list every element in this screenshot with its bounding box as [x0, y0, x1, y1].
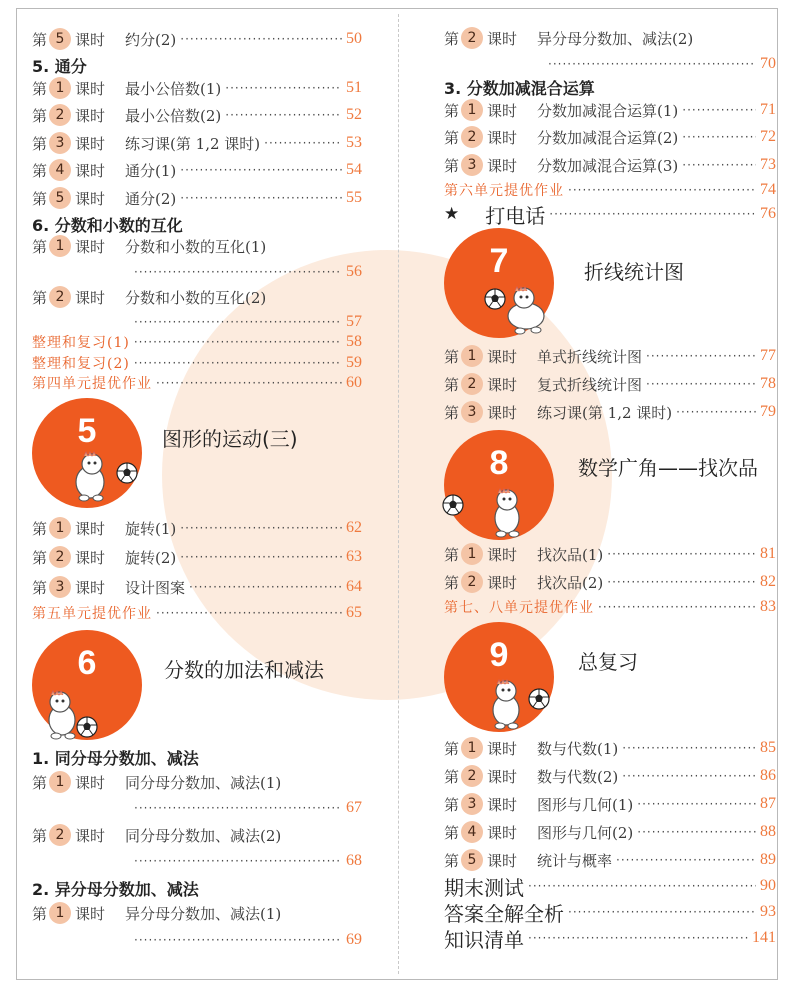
section-heading: 6. 分数和小数的互化: [32, 216, 183, 235]
toc-lesson-row[interactable]: [444, 542, 776, 566]
leader-dots: [189, 580, 342, 594]
lesson-title: 同分母分数加、减法(2): [125, 826, 282, 845]
leader-dots: [134, 335, 342, 349]
lesson-suffix: 课时: [487, 573, 518, 592]
page-number: 60: [346, 374, 362, 391]
page-number: 93: [760, 903, 776, 920]
soccer-ball-icon: [528, 688, 550, 710]
unit-title: 分数的加法和减法: [164, 658, 324, 682]
star-icon: ★: [444, 204, 460, 224]
lesson-prefix: 第: [444, 823, 460, 842]
page-number: 73: [760, 156, 776, 173]
page-number: 71: [760, 101, 776, 118]
leader-dots: [682, 158, 756, 172]
leader-dots: [134, 356, 342, 370]
lesson-number-badge: 2: [461, 126, 483, 148]
page-number: 85: [760, 739, 776, 756]
lesson-prefix: 第: [444, 573, 460, 592]
lesson-number-badge: 1: [461, 543, 483, 565]
lesson-number-badge: 1: [49, 902, 71, 924]
lesson-title: 找次品(2): [537, 573, 604, 592]
toc-lesson-row[interactable]: [32, 770, 362, 794]
page-number: 90: [760, 877, 776, 894]
unit-title: 折线统计图: [584, 260, 684, 284]
page-number: 70: [760, 55, 776, 72]
leader-dots: [134, 854, 342, 868]
lesson-suffix: 课时: [75, 826, 106, 845]
lesson-suffix: 课时: [487, 795, 518, 814]
lesson-title: 单式折线统计图: [537, 347, 643, 366]
toc-lesson-row-continued: [134, 928, 362, 952]
lesson-suffix: 课时: [75, 79, 106, 98]
page-number: 53: [346, 134, 362, 151]
page-number: 82: [760, 573, 776, 590]
leader-dots: [637, 797, 756, 811]
review-title: 整理和复习(1): [32, 335, 130, 351]
lesson-prefix: 第: [444, 403, 460, 422]
leader-dots: [225, 108, 342, 122]
lesson-title: 练习课(第 1,2 课时): [537, 403, 673, 422]
review-title: 第七、八单元提优作业: [444, 600, 594, 616]
leader-dots: [682, 130, 756, 144]
page-number: 83: [760, 598, 776, 615]
lesson-prefix: 第: [32, 237, 48, 256]
leader-dots: [622, 769, 756, 783]
lesson-number-badge: 3: [49, 576, 71, 598]
lesson-prefix: 第: [444, 851, 460, 870]
page-number: 69: [346, 931, 362, 948]
leader-dots: [156, 376, 342, 390]
leader-dots: [180, 521, 342, 535]
leader-dots: [637, 825, 756, 839]
toc-final-row[interactable]: [444, 926, 776, 950]
lesson-prefix: 第: [32, 548, 48, 567]
lesson-title: 旋转(1): [125, 519, 177, 538]
toc-lesson-row[interactable]: [32, 285, 362, 309]
toc-lesson-row[interactable]: [444, 125, 776, 149]
lesson-number-badge: 1: [461, 345, 483, 367]
lesson-suffix: 课时: [487, 375, 518, 394]
soccer-ball-icon: [116, 462, 138, 484]
toc-lesson-row[interactable]: [444, 153, 776, 177]
final-title: 知识清单: [444, 927, 524, 952]
lesson-prefix: 第: [32, 288, 48, 307]
leader-dots: [264, 136, 342, 150]
soccer-ball-icon: [484, 288, 506, 310]
page-number: 72: [760, 128, 776, 145]
leader-dots: [225, 81, 342, 95]
lesson-number-badge: 5: [49, 28, 71, 50]
lesson-prefix: 第: [32, 519, 48, 538]
final-title: 答案全解全析: [444, 901, 564, 926]
toc-lesson-row[interactable]: [444, 98, 776, 122]
lesson-number-badge: 1: [461, 99, 483, 121]
review-title: 第四单元提优作业: [32, 376, 152, 392]
page-number: 79: [760, 403, 776, 420]
lesson-title: 找次品(1): [537, 545, 604, 564]
lesson-number-badge: 2: [461, 27, 483, 49]
lesson-suffix: 课时: [75, 237, 106, 256]
page-number: 56: [346, 263, 362, 280]
leader-dots: [156, 606, 342, 620]
lesson-title: 同分母分数加、减法(1): [125, 773, 282, 792]
lesson-title: 设计图案: [125, 578, 186, 597]
unit-number: 9: [489, 636, 509, 674]
leader-dots: [134, 265, 342, 279]
column-divider: [398, 14, 399, 974]
leader-dots: [676, 405, 756, 419]
lesson-title: 复式折线统计图: [537, 375, 643, 394]
lesson-number-badge: 4: [49, 159, 71, 181]
lesson-number-badge: 2: [49, 824, 71, 846]
lesson-prefix: 第: [32, 826, 48, 845]
toc-lesson-row[interactable]: [444, 344, 776, 368]
lesson-title: 通分(1): [125, 161, 177, 180]
lesson-prefix: 第: [444, 795, 460, 814]
leader-dots: [134, 801, 342, 815]
lesson-suffix: 课时: [487, 156, 518, 175]
toc-lesson-row[interactable]: [444, 26, 776, 50]
lesson-prefix: 第: [32, 578, 48, 597]
lesson-suffix: 课时: [487, 128, 518, 147]
toc-extra-row[interactable]: [444, 202, 776, 226]
page-number: 57: [346, 313, 362, 330]
toc-lesson-row[interactable]: [32, 27, 362, 51]
leader-dots: [568, 905, 756, 919]
section-heading: 1. 同分母分数加、减法: [32, 749, 199, 768]
page-number: 78: [760, 375, 776, 392]
page-number: 76: [760, 205, 776, 222]
unit-number: 7: [489, 242, 509, 280]
toc-lesson-row[interactable]: [444, 372, 776, 396]
toc-lesson-row-continued: [548, 52, 776, 76]
lesson-number-badge: 1: [49, 77, 71, 99]
dinosaur-mascot-icon: [482, 676, 532, 730]
leader-dots: [180, 163, 342, 177]
lesson-title: 旋转(2): [125, 548, 177, 567]
toc-lesson-row[interactable]: [444, 820, 776, 844]
lesson-prefix: 第: [32, 189, 48, 208]
unit-number: 8: [489, 444, 509, 482]
lesson-suffix: 课时: [75, 134, 106, 153]
lesson-prefix: 第: [32, 134, 48, 153]
leader-dots: [607, 575, 756, 589]
lesson-suffix: 课时: [487, 767, 518, 786]
lesson-prefix: 第: [32, 773, 48, 792]
toc-lesson-row[interactable]: [444, 848, 776, 872]
leader-dots: [180, 32, 342, 46]
toc-lesson-row[interactable]: [444, 570, 776, 594]
toc-final-row[interactable]: [444, 874, 776, 898]
lesson-suffix: 课时: [75, 106, 106, 125]
lesson-number-badge: 2: [49, 546, 71, 568]
page-number: 58: [346, 333, 362, 350]
lesson-title: 通分(2): [125, 189, 177, 208]
leader-dots: [180, 191, 342, 205]
section-heading: 2. 异分母分数加、减法: [32, 880, 199, 899]
lesson-suffix: 课时: [75, 578, 106, 597]
lesson-prefix: 第: [444, 347, 460, 366]
toc-lesson-row-continued: [134, 849, 362, 873]
page-number: 87: [760, 795, 776, 812]
lesson-number-badge: 2: [461, 373, 483, 395]
page-number: 68: [346, 852, 362, 869]
lesson-title: 数与代数(2): [537, 767, 619, 786]
toc-lesson-row-continued: [134, 260, 362, 284]
leader-dots: [528, 879, 756, 893]
phone-title: 打电话: [485, 203, 546, 228]
soccer-ball-icon: [76, 716, 98, 738]
toc-review-row[interactable]: [32, 601, 362, 625]
lesson-title: 最小公倍数(2): [125, 106, 222, 125]
leader-dots: [598, 600, 756, 614]
lesson-number-badge: 5: [461, 849, 483, 871]
toc-lesson-row[interactable]: [32, 103, 362, 127]
leader-dots: [549, 207, 756, 221]
leader-dots: [528, 931, 748, 945]
lesson-suffix: 课时: [75, 519, 106, 538]
lesson-title: 分数加减混合运算(2): [537, 128, 679, 147]
leader-dots: [180, 550, 342, 564]
toc-lesson-row[interactable]: [32, 545, 362, 569]
lesson-title: 图形与几何(2): [537, 823, 634, 842]
toc-lesson-row[interactable]: [32, 823, 362, 847]
lesson-prefix: 第: [32, 30, 48, 49]
page-number: 74: [760, 181, 776, 198]
soccer-ball-icon: [442, 494, 464, 516]
leader-dots: [646, 349, 756, 363]
lesson-number-badge: 1: [49, 235, 71, 257]
lesson-number-badge: 3: [461, 793, 483, 815]
lesson-prefix: 第: [32, 161, 48, 180]
leader-dots: [616, 853, 756, 867]
lesson-suffix: 课时: [487, 823, 518, 842]
page-number: 62: [346, 519, 362, 536]
lesson-title: 分数和小数的互化(2): [125, 288, 267, 307]
toc-lesson-row[interactable]: [32, 158, 362, 182]
unit-title: 图形的运动(三): [162, 427, 298, 451]
unit-number: 5: [77, 412, 97, 450]
toc-lesson-row[interactable]: [444, 400, 776, 424]
page-number: 86: [760, 767, 776, 784]
lesson-prefix: 第: [444, 29, 460, 48]
lesson-number-badge: 4: [461, 821, 483, 843]
toc-lesson-row[interactable]: [32, 516, 362, 540]
lesson-number-badge: 2: [461, 765, 483, 787]
page-number: 55: [346, 189, 362, 206]
toc-review-row[interactable]: [444, 178, 776, 202]
page-number: 81: [760, 545, 776, 562]
lesson-title: 统计与概率: [537, 851, 613, 870]
lesson-title: 分数加减混合运算(3): [537, 156, 679, 175]
lesson-prefix: 第: [444, 156, 460, 175]
leader-dots: [646, 377, 756, 391]
page-number: 63: [346, 548, 362, 565]
lesson-prefix: 第: [444, 545, 460, 564]
lesson-number-badge: 2: [49, 104, 71, 126]
toc-final-row[interactable]: [444, 900, 776, 924]
toc-lesson-row[interactable]: [32, 186, 362, 210]
leader-dots: [607, 547, 756, 561]
lesson-title: 约分(2): [125, 30, 177, 49]
page-number: 52: [346, 106, 362, 123]
lesson-suffix: 课时: [75, 161, 106, 180]
toc-lesson-row[interactable]: [444, 764, 776, 788]
page-number: 89: [760, 851, 776, 868]
page-number: 51: [346, 79, 362, 96]
lesson-number-badge: 1: [461, 737, 483, 759]
toc-lesson-row[interactable]: [444, 792, 776, 816]
page-number: 141: [752, 929, 776, 946]
lesson-prefix: 第: [32, 106, 48, 125]
lesson-suffix: 课时: [75, 773, 106, 792]
leader-dots: [134, 315, 342, 329]
dinosaur-mascot-icon: [482, 486, 532, 538]
lesson-title: 分数和小数的互化(1): [125, 237, 267, 256]
page-number: 67: [346, 799, 362, 816]
toc-lesson-row[interactable]: [32, 131, 362, 155]
lesson-suffix: 课时: [75, 904, 106, 923]
lesson-suffix: 课时: [487, 851, 518, 870]
lesson-suffix: 课时: [75, 548, 106, 567]
page-number: 88: [760, 823, 776, 840]
final-title: 期末测试: [444, 875, 524, 900]
lesson-number-badge: 3: [49, 132, 71, 154]
lesson-number-badge: 1: [49, 771, 71, 793]
page-number: 54: [346, 161, 362, 178]
toc-lesson-row[interactable]: [32, 76, 362, 100]
lesson-suffix: 课时: [487, 101, 518, 120]
lesson-title: 分数加减混合运算(1): [537, 101, 679, 120]
page-number: 50: [346, 30, 362, 47]
page-number: 65: [346, 604, 362, 621]
toc-review-row[interactable]: [32, 371, 362, 395]
lesson-prefix: 第: [32, 79, 48, 98]
lesson-number-badge: 2: [461, 571, 483, 593]
toc-lesson-row[interactable]: [32, 901, 362, 925]
lesson-title: 图形与几何(1): [537, 795, 634, 814]
lesson-suffix: 课时: [487, 347, 518, 366]
lesson-number-badge: 5: [49, 187, 71, 209]
section-heading: 3. 分数加减混合运算: [444, 79, 595, 98]
lesson-prefix: 第: [32, 904, 48, 923]
lesson-prefix: 第: [444, 767, 460, 786]
toc-lesson-row[interactable]: [32, 234, 362, 258]
review-title: 第六单元提优作业: [444, 183, 564, 199]
lesson-title: 最小公倍数(1): [125, 79, 222, 98]
leader-dots: [622, 741, 756, 755]
page-number: 77: [760, 347, 776, 364]
lesson-suffix: 课时: [487, 739, 518, 758]
lesson-number-badge: 1: [49, 517, 71, 539]
lesson-prefix: 第: [444, 375, 460, 394]
review-title: 整理和复习(2): [32, 356, 130, 372]
lesson-number-badge: 2: [49, 286, 71, 308]
lesson-prefix: 第: [444, 128, 460, 147]
toc-review-row[interactable]: [444, 595, 776, 619]
page-number: 64: [346, 578, 362, 595]
lesson-suffix: 课时: [487, 29, 518, 48]
lesson-suffix: 课时: [487, 545, 518, 564]
section-heading: 5. 通分: [32, 57, 87, 76]
unit-number: 6: [77, 644, 97, 682]
lesson-prefix: 第: [444, 739, 460, 758]
review-title: 第五单元提优作业: [32, 606, 152, 622]
lesson-title: 练习课(第 1,2 课时): [125, 134, 261, 153]
lesson-suffix: 课时: [487, 403, 518, 422]
lesson-title: 异分母分数加、减法(1): [125, 904, 282, 923]
lesson-prefix: 第: [444, 101, 460, 120]
unit-title: 总复习: [578, 650, 638, 674]
unit-title: 数学广角——找次品: [578, 456, 758, 480]
leader-dots: [548, 57, 756, 71]
page-number: 59: [346, 354, 362, 371]
toc-lesson-row[interactable]: [444, 736, 776, 760]
lesson-title: 数与代数(1): [537, 739, 619, 758]
lesson-number-badge: 3: [461, 401, 483, 423]
lesson-suffix: 课时: [75, 30, 106, 49]
lesson-suffix: 课时: [75, 288, 106, 307]
toc-lesson-row-continued: [134, 796, 362, 820]
lesson-title: 异分母分数加、减法(2): [537, 29, 694, 48]
leader-dots: [682, 103, 756, 117]
lesson-suffix: 课时: [75, 189, 106, 208]
leader-dots: [568, 183, 756, 197]
leader-dots: [134, 933, 342, 947]
toc-lesson-row[interactable]: [32, 575, 362, 599]
lesson-number-badge: 3: [461, 154, 483, 176]
